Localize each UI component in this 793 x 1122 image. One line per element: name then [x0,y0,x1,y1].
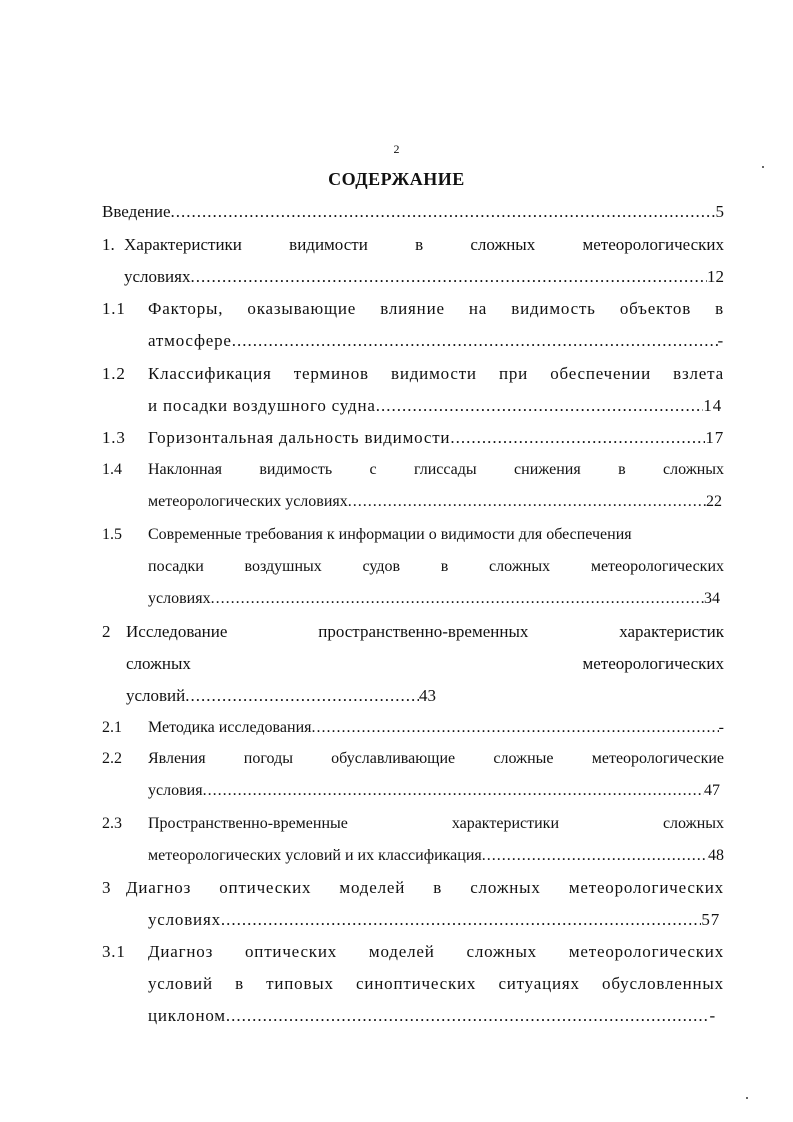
toc-entry-title: Исследование пространственно-временных характеристик [126,622,724,641]
toc-page-number: - [709,1006,716,1025]
toc-entry-title-cont: метеорологических условий и их классификация [148,847,482,864]
toc-page-number: 48 [708,847,724,864]
toc-entry-title: Наклонная видимость с глиссады снижения в сложных [148,461,724,478]
leader-dots [226,1003,710,1029]
toc-entry-title: Введение [102,202,171,221]
toc-section-number: 1.5 [102,526,122,543]
toc-entry-title-cont: условия [148,782,203,799]
toc-section-number: 1. [102,235,115,254]
toc-entry-title-cont: условий в типовых синоптических ситуациях обусловленных [148,974,724,993]
toc-entry-title-cont: условиях [124,267,191,286]
toc-page-number: 5 [715,202,724,221]
leader-dots [185,683,419,709]
leader-dots [203,778,704,804]
toc-page-number: 47 [704,782,720,799]
toc-section-number: 1.2 [102,364,126,383]
leader-dots [190,264,707,290]
toc-section-number: 2.1 [102,719,122,736]
toc-entry-title-cont: и посадки воздушного судна [148,396,376,415]
toc-entry-title-cont: циклоном [148,1006,226,1025]
toc-page-number: 12 [707,267,724,286]
toc-entry-title-cont: условиях [148,910,221,929]
toc-section-number: 1.4 [102,461,122,478]
toc-entry-title-cont: атмосфере [148,331,232,350]
toc-entry-title-cont: условиях [148,590,211,607]
toc-page-number: 17 [705,428,724,447]
toc-page-number: 14 [703,396,722,415]
toc-entry-title: Классификация терминов видимости при обеспечении взлета [148,364,724,383]
toc-entry-title-cont: посадки воздушных судов в сложных метеорологических [148,558,724,575]
toc-page-number: - [718,719,724,736]
toc-section-number: 3.1 [102,942,126,961]
toc-entry-title-cont: условий [126,686,186,705]
page-number: 2 [393,142,400,156]
toc-entry-title: Явления погоды обуславливающие сложные метеорологические [148,750,724,767]
toc-entry-title: Методика исследования [148,719,312,736]
leader-dots [348,489,706,515]
leader-dots [482,843,708,869]
toc-section-number: 1.1 [102,299,126,318]
toc-entry-title: Диагноз оптических моделей сложных метеорологических [148,942,724,961]
toc-section-number: 1.3 [102,428,126,447]
toc-page-number: 34 [704,590,720,607]
toc-entry-title-cont: сложных метеорологических [126,654,724,673]
leader-dots [376,393,704,419]
toc-page-number: 43 [419,686,436,705]
scan-speck [762,166,764,168]
leader-dots [450,425,705,451]
scan-speck [746,1097,748,1099]
toc-entry-title: Характеристики видимости в сложных метеорологических [124,235,724,254]
leader-dots [211,586,704,612]
page-title: СОДЕРЖАНИЕ [328,169,465,189]
toc-entry-title-cont: метеорологических условиях [148,493,348,510]
leader-dots [221,907,702,933]
leader-dots [232,328,718,354]
toc-page-number: 57 [701,910,720,929]
leader-dots [171,199,716,225]
toc-section-number: 2.2 [102,750,122,767]
toc-section-number: 3 [102,878,112,897]
toc-entry-title: Современные требования к информации о видимости для обеспечения [148,526,632,543]
leader-dots [311,715,718,741]
toc-page-number: - [717,331,724,350]
toc-entry-title: Горизонтальная дальность видимости [148,428,451,447]
toc-entry-title: Пространственно-временные характеристики сложных [148,815,724,832]
toc-section-number: 2.3 [102,815,122,832]
toc-entry-title: Факторы, оказывающие влияние на видимость объектов в [148,299,724,318]
toc-entry-title: Диагноз оптических моделей в сложных метеорологических [126,878,724,897]
toc-page-number: 22 [706,493,722,510]
toc-section-number: 2 [102,622,111,641]
